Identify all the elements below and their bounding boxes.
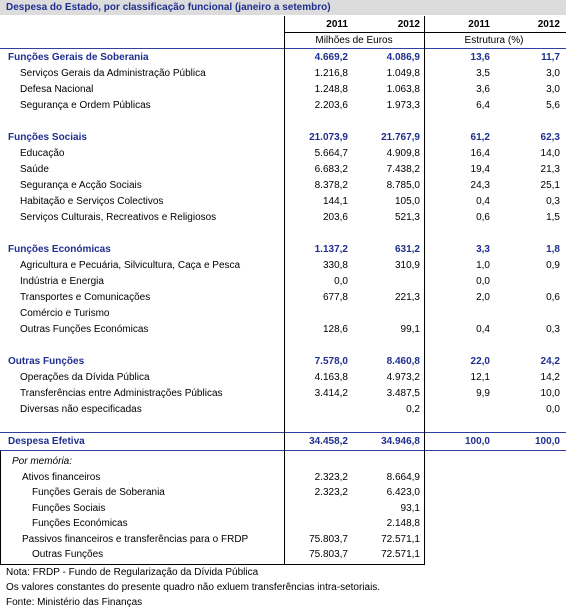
row-value-p2: 3,0 bbox=[546, 68, 560, 79]
row-value-p1: 12,1 bbox=[470, 372, 490, 383]
row-value-p1: 19,4 bbox=[470, 164, 490, 175]
header-units-row bbox=[0, 33, 566, 48]
row-value-p2: 25,1 bbox=[540, 180, 560, 191]
row-value-v2: 521,3 bbox=[394, 212, 420, 223]
row-value-v1: 1.248,8 bbox=[314, 84, 348, 95]
table-row bbox=[0, 194, 566, 209]
memo-value-v2: 8.664,9 bbox=[386, 471, 420, 483]
row-value-p1: 9,9 bbox=[476, 388, 490, 399]
row-label: Segurança e Acção Sociais bbox=[20, 180, 142, 191]
memo-border-1 bbox=[284, 451, 285, 564]
row-label: Serviços Gerais da Administração Pública bbox=[20, 68, 206, 79]
row-value-p1: 61,2 bbox=[470, 132, 490, 143]
total-row bbox=[0, 434, 566, 449]
memo-border-0 bbox=[0, 451, 1, 564]
memo-label: Passivos financeiros e transferências para o FRDP bbox=[22, 533, 249, 545]
row-label: Habitação e Serviços Colectivos bbox=[20, 196, 164, 207]
memo-value-v1 bbox=[260, 454, 348, 469]
table-row bbox=[0, 370, 566, 385]
section-row bbox=[0, 50, 566, 65]
memo-row bbox=[0, 532, 430, 547]
row-value-p1 bbox=[420, 306, 490, 321]
row-value-p2: 10,0 bbox=[540, 388, 560, 399]
memo-row bbox=[0, 485, 430, 500]
row-value-p1: 3,6 bbox=[476, 84, 490, 95]
row-value-v1: 4.163,8 bbox=[314, 372, 348, 383]
row-value-v2: 3.487,5 bbox=[386, 388, 420, 399]
row-value-v1 bbox=[260, 402, 348, 417]
header-bottom-line bbox=[0, 48, 566, 49]
memo-value-v2: 6.423,0 bbox=[386, 487, 420, 498]
row-value-p2: 1,5 bbox=[546, 212, 560, 223]
table-row bbox=[0, 386, 566, 401]
table-row bbox=[0, 178, 566, 193]
row-value-p2: 5,6 bbox=[546, 100, 560, 111]
total-bottom-line bbox=[0, 450, 566, 451]
row-value-p1: 0,0 bbox=[476, 276, 490, 287]
row-value-v1: 0,0 bbox=[334, 276, 348, 287]
row-value-p2 bbox=[490, 306, 560, 321]
memo-value-v2: 72.571,1 bbox=[381, 533, 420, 545]
header-unit-left: Milhões de Euros bbox=[315, 35, 393, 46]
row-value-p2: 0,6 bbox=[546, 292, 560, 303]
row-value-v2 bbox=[350, 274, 420, 289]
table-row bbox=[0, 274, 566, 289]
table-row bbox=[0, 82, 566, 97]
row-value-p1: 22,0 bbox=[470, 356, 490, 367]
row-value-v1: 1.216,8 bbox=[314, 68, 348, 79]
row-value-v2: 4.909,8 bbox=[386, 148, 420, 159]
table-row bbox=[0, 258, 566, 273]
row-value-v1: 21.073,9 bbox=[309, 132, 348, 143]
row-label: Outras Funções Económicas bbox=[20, 324, 149, 335]
row-value-v2: 631,2 bbox=[394, 244, 420, 255]
row-label: Funções Gerais de Soberania bbox=[8, 52, 149, 63]
row-value-v1: 34.458,2 bbox=[309, 436, 348, 447]
row-value-v2: 8.785,0 bbox=[386, 180, 420, 191]
header-year-4: 2012 bbox=[537, 19, 560, 30]
section-row bbox=[0, 130, 566, 145]
section-row bbox=[0, 242, 566, 257]
table-row bbox=[0, 66, 566, 81]
memo-value-v2: 2.148,8 bbox=[386, 518, 420, 529]
row-value-v1: 7.578,0 bbox=[314, 356, 348, 367]
row-value-v2: 1.973,3 bbox=[386, 100, 420, 111]
memo-row bbox=[0, 516, 430, 531]
memo-value-v1: 75.803,7 bbox=[309, 549, 348, 560]
row-value-p2: 21,3 bbox=[540, 164, 560, 175]
row-value-v2: 1.063,8 bbox=[386, 84, 420, 95]
row-label: Comércio e Turismo bbox=[20, 308, 110, 319]
row-value-p2: 0,0 bbox=[546, 404, 560, 415]
row-label: Despesa Efetiva bbox=[8, 436, 85, 447]
row-value-p1: 0,4 bbox=[476, 196, 490, 207]
memo-value-v2: 72.571,1 bbox=[381, 549, 420, 560]
body-divider-2 bbox=[424, 49, 425, 452]
memo-row bbox=[0, 454, 430, 469]
row-value-v2: 21.767,9 bbox=[381, 132, 420, 143]
row-value-p1: 13,6 bbox=[470, 52, 490, 63]
memo-border-2 bbox=[424, 451, 425, 564]
table-row bbox=[0, 322, 566, 337]
row-label: Funções Sociais bbox=[8, 132, 87, 143]
row-value-p1: 3,3 bbox=[476, 244, 490, 255]
row-label: Agricultura e Pecuária, Silvicultura, Caça e Pesca bbox=[20, 260, 241, 271]
row-value-v2: 105,0 bbox=[394, 196, 420, 207]
header-year-2: 2012 bbox=[397, 19, 420, 30]
header-mid-line bbox=[284, 32, 566, 33]
header-unit-right: Estrutura (%) bbox=[464, 35, 524, 46]
row-label: Transferências entre Administrações Públicas bbox=[20, 388, 223, 399]
memo-value-v2 bbox=[350, 454, 420, 469]
note-line: Nota: FRDP - Fundo de Regularização da Dívida Pública bbox=[6, 566, 259, 578]
row-value-p2: 14,2 bbox=[540, 372, 560, 383]
row-value-p1: 0,6 bbox=[476, 212, 490, 223]
row-value-v1: 128,6 bbox=[322, 324, 348, 335]
table-row bbox=[0, 98, 566, 113]
row-value-p2: 0,3 bbox=[546, 324, 560, 335]
row-value-p2: 24,2 bbox=[540, 356, 560, 367]
row-label: Educação bbox=[20, 148, 65, 159]
row-label: Saúde bbox=[20, 164, 49, 175]
row-label: Outras Funções bbox=[8, 356, 85, 367]
row-value-v2: 1.049,8 bbox=[386, 68, 420, 79]
row-value-v1: 144,1 bbox=[322, 196, 348, 207]
row-value-v2: 34.946,8 bbox=[381, 436, 420, 447]
row-value-p2: 100,0 bbox=[534, 436, 560, 447]
memo-row bbox=[0, 547, 430, 562]
memo-value-v1 bbox=[260, 501, 348, 516]
body-divider-1 bbox=[284, 49, 285, 452]
memo-label: Funções Económicas bbox=[32, 518, 128, 529]
row-value-p1: 0,4 bbox=[476, 324, 490, 335]
row-value-v2: 99,1 bbox=[400, 324, 420, 335]
row-value-v2: 8.460,8 bbox=[386, 356, 420, 367]
row-value-v1: 5.664,7 bbox=[314, 148, 348, 159]
row-value-v1: 8.378,2 bbox=[314, 180, 348, 191]
row-value-p1: 16,4 bbox=[470, 148, 490, 159]
row-value-v1 bbox=[260, 306, 348, 321]
header-year-3: 2011 bbox=[468, 19, 490, 30]
row-label: Operações da Dívida Pública bbox=[20, 372, 150, 383]
header-year-1: 2011 bbox=[326, 19, 348, 30]
row-label: Serviços Culturais, Recreativos e Religiosos bbox=[20, 212, 217, 223]
row-value-p2: 0,3 bbox=[546, 196, 560, 207]
table-row bbox=[0, 306, 566, 321]
row-value-p1: 24,3 bbox=[470, 180, 490, 191]
row-value-v2: 0,2 bbox=[406, 404, 420, 415]
row-value-v1: 330,8 bbox=[322, 260, 348, 271]
row-value-v1: 6.683,2 bbox=[314, 164, 348, 175]
header-years-row bbox=[0, 17, 566, 32]
row-value-p2: 62,3 bbox=[540, 132, 560, 143]
memo-row bbox=[0, 501, 430, 516]
row-value-v1: 677,8 bbox=[322, 292, 348, 303]
row-label: Funções Económicas bbox=[8, 244, 111, 255]
memo-value-v1 bbox=[260, 516, 348, 531]
row-value-v2: 4.086,9 bbox=[386, 52, 420, 63]
row-value-v2: 310,9 bbox=[394, 260, 420, 271]
row-value-v1: 2.203,6 bbox=[314, 100, 348, 111]
row-value-v2: 221,3 bbox=[394, 292, 420, 303]
row-value-p1: 1,0 bbox=[476, 260, 490, 271]
memo-value-v1: 75.803,7 bbox=[309, 533, 348, 545]
note-line: Fonte: Ministério das Finanças bbox=[6, 596, 143, 608]
row-value-v2: 4.973,2 bbox=[386, 372, 420, 383]
row-value-p2: 0,9 bbox=[546, 260, 560, 271]
header-divider-2 bbox=[424, 16, 425, 49]
row-value-v1: 3.414,2 bbox=[314, 388, 348, 399]
table-row bbox=[0, 210, 566, 225]
row-value-p2: 11,7 bbox=[541, 52, 560, 63]
table-row bbox=[0, 402, 566, 417]
row-label: Indústria e Energia bbox=[20, 276, 104, 287]
row-value-p2: 3,0 bbox=[546, 84, 560, 95]
row-value-v1: 203,6 bbox=[322, 212, 348, 223]
table-row bbox=[0, 162, 566, 177]
row-value-v2: 7.438,2 bbox=[386, 164, 420, 175]
row-value-p1: 100,0 bbox=[464, 436, 490, 447]
row-value-p1: 6,4 bbox=[476, 100, 490, 111]
row-value-p2 bbox=[490, 274, 560, 289]
memo-value-v2: 93,1 bbox=[400, 502, 420, 514]
note-line: Os valores constantes do presente quadro não exluem transferências intra-setoriais. bbox=[6, 581, 381, 593]
memo-row bbox=[0, 470, 430, 485]
row-value-v1: 4.669,2 bbox=[314, 52, 348, 63]
table-title: Despesa do Estado, por classificação funcional (janeiro a setembro) bbox=[0, 0, 566, 15]
row-value-v1: 1.137,2 bbox=[314, 244, 348, 255]
row-label: Diversas não especificadas bbox=[20, 404, 142, 415]
row-value-p1: 2,0 bbox=[476, 292, 490, 303]
row-value-v2 bbox=[350, 306, 420, 321]
memo-label: Funções Sociais bbox=[32, 502, 106, 514]
table-row bbox=[0, 290, 566, 305]
memo-label: Outras Funções bbox=[32, 549, 104, 560]
table-row bbox=[0, 146, 566, 161]
row-label: Segurança e Ordem Públicas bbox=[20, 100, 151, 111]
section-row bbox=[0, 354, 566, 369]
row-value-p2: 1,8 bbox=[546, 244, 560, 255]
header-divider-1 bbox=[284, 16, 285, 49]
row-label: Defesa Nacional bbox=[20, 84, 94, 95]
row-value-p1 bbox=[420, 402, 490, 417]
row-value-p2: 14,0 bbox=[540, 148, 560, 159]
memo-value-v1: 2.323,2 bbox=[314, 487, 348, 498]
row-value-p1: 3,5 bbox=[476, 68, 490, 79]
total-top-line bbox=[0, 432, 566, 433]
row-label: Transportes e Comunicações bbox=[20, 292, 151, 303]
memo-label: Ativos financeiros bbox=[22, 471, 101, 483]
memo-label: Por memória: bbox=[12, 456, 73, 467]
memo-label: Funções Gerais de Soberania bbox=[32, 487, 165, 498]
memo-value-v1: 2.323,2 bbox=[314, 471, 348, 483]
